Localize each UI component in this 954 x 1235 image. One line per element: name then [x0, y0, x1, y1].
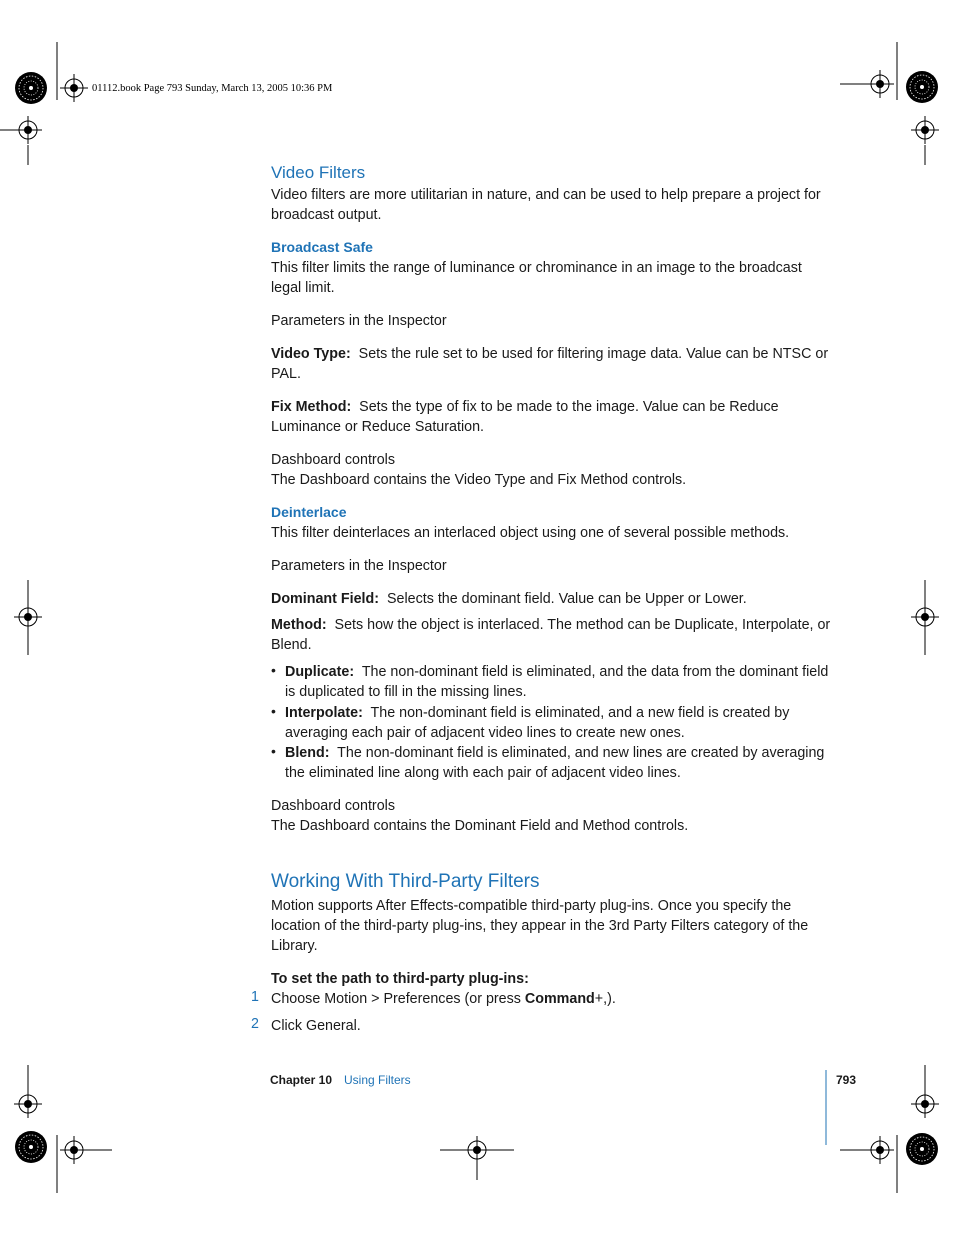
- registration-star-icon: [906, 1133, 938, 1165]
- subheading-broadcast-safe: Broadcast Safe: [271, 239, 373, 255]
- param-desc: Sets the type of fix to be made to the image. Value can be Reduce Luminance or Reduce Saturation.: [271, 399, 779, 435]
- registration-mark-icon: [60, 74, 88, 102]
- third-party-intro: Motion supports After Effects-compatible third-party plug-ins. Once you specify the location of the third-party plug-ins, they appear in the 3rd Party Filters category of the Library.: [271, 898, 809, 954]
- bullet-desc: The non-dominant field is eliminated, and new lines are created by averaging the eliminated line along with each pair of adjacent video lines.: [285, 745, 825, 781]
- registration-mark-icon: [911, 1090, 939, 1118]
- step-number: 2: [251, 1016, 259, 1032]
- registration-star-icon: [15, 72, 47, 104]
- param-desc: Selects the dominant field. Value can be Upper or Lower.: [386, 591, 747, 607]
- dashboard-heading: Dashboard controls: [271, 798, 395, 814]
- list-item: [285, 743, 830, 783]
- step-number: 1: [251, 989, 259, 1005]
- param-dominant-field: [271, 589, 831, 609]
- registration-mark-icon: [911, 116, 939, 144]
- dashboard-desc: The Dashboard contains the Video Type and Fix Method controls.: [271, 472, 687, 488]
- step-item: [271, 989, 831, 1009]
- registration-mark-icon: [866, 70, 894, 98]
- param-term: Video Type:: [271, 346, 351, 362]
- deinterlace-intro: This filter deinterlaces an interlaced object using one of several possible methods.: [271, 525, 790, 541]
- step-text: Click General.: [271, 1018, 361, 1034]
- step-text: Choose Motion > Preferences (or press: [271, 991, 525, 1007]
- registration-mark-icon: [60, 1136, 88, 1164]
- print-slug: 01112.book Page 793 Sunday, March 13, 2005 10:36 PM: [92, 83, 333, 94]
- registration-star-icon: [906, 71, 938, 103]
- task-heading: To set the path to third-party plug-ins:: [271, 971, 529, 987]
- bullet-icon: •: [271, 703, 276, 719]
- registration-mark-icon: [14, 116, 42, 144]
- list-item: [285, 662, 830, 702]
- registration-mark-icon: [911, 603, 939, 631]
- bullet-desc: The non-dominant field is eliminated, and a new field is created by averaging each pair of adjacent video lines to create new ones.: [285, 705, 790, 741]
- bullet-term: Duplicate:: [285, 664, 355, 680]
- step-item: [271, 1016, 831, 1036]
- step-key: Command: [524, 991, 595, 1007]
- param-video-type: [271, 344, 831, 384]
- bullet-term: Blend:: [285, 745, 330, 761]
- param-term: Method:: [271, 617, 327, 633]
- param-desc: Sets how the object is interlaced. The method can be Duplicate, Interpolate, or Blend.: [271, 617, 831, 653]
- param-fix-method: [271, 397, 831, 437]
- dashboard-heading: Dashboard controls: [271, 452, 395, 468]
- params-heading: Parameters in the Inspector: [271, 558, 447, 574]
- registration-mark-icon: [463, 1136, 491, 1164]
- registration-mark-icon: [14, 1090, 42, 1118]
- section-heading-video-filters: Video Filters: [271, 163, 366, 182]
- param-desc: Sets the rule set to be used for filtering image data. Value can be NTSC or PAL.: [271, 346, 829, 382]
- footer-chapter: Chapter 10: [270, 1073, 333, 1087]
- param-term: Fix Method:: [271, 399, 352, 415]
- subheading-deinterlace: Deinterlace: [271, 504, 347, 520]
- footer-section: Using Filters: [344, 1073, 411, 1087]
- registration-mark-icon: [14, 603, 42, 631]
- registration-star-icon: [15, 1131, 47, 1163]
- bullet-icon: •: [271, 743, 276, 759]
- broadcast-safe-intro: This filter limits the range of luminance or chrominance in an image to the broadcast legal limit.: [271, 260, 802, 296]
- dashboard-desc: The Dashboard contains the Dominant Field and Method controls.: [271, 818, 689, 834]
- registration-mark-icon: [866, 1136, 894, 1164]
- section-heading-third-party: Working With Third-Party Filters: [271, 871, 540, 892]
- step-text: +,).: [594, 991, 616, 1007]
- list-item: [285, 703, 830, 743]
- params-heading: Parameters in the Inspector: [271, 313, 447, 329]
- param-method: [271, 615, 831, 655]
- bullet-icon: •: [271, 662, 276, 678]
- video-filters-intro: Video filters are more utilitarian in nature, and can be used to help prepare a project for broadcast output.: [271, 187, 821, 223]
- param-term: Dominant Field:: [271, 591, 380, 607]
- bullet-term: Interpolate:: [285, 705, 363, 721]
- bullet-desc: The non-dominant field is eliminated, and the data from the dominant field is duplicated to fill in the missing lines.: [285, 664, 829, 700]
- page-number: 793: [836, 1073, 857, 1087]
